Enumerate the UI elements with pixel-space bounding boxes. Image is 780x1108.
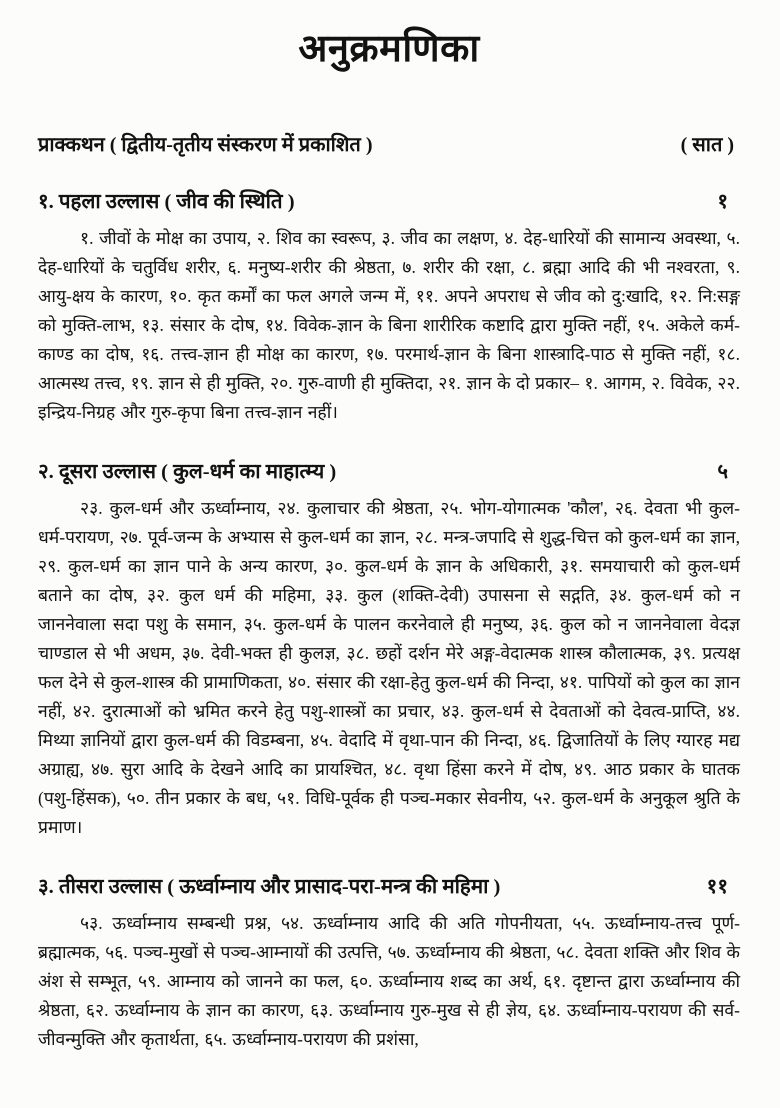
chapter-1-heading-row: [38, 187, 740, 215]
chapter-1-heading: १. पहला उल्लास ( जीव की स्थिति ): [38, 190, 295, 213]
chapter-2-topics: २३. कुल-धर्म और ऊर्ध्वाम्नाय, २४. कुलाचार की श्रेष्ठता, २५. भोग-योगात्मक 'कौल', २६. देवता भी कुल-धर्म-परायण, २७. पूर्व-जन्म के अभ्यास से कुल-धर्म का ज्ञान, २८. मन्त्र-जपादि से शुद्ध-चित्त को कुल-धर्म का ज्ञान, २९. कुल-धर्म का ज्ञान पाने के अन्य कारण, ३०. कुल-धर्म के ज्ञान के अधिकारी, ३१. समयाचारी को कुल-धर्म बताने का दोष, ३२. कुल धर्म की महिमा, ३३. कुल (शक्ति-देवी) उपासना से सद्गति, ३४. कुल-धर्म को न जाननेवाला सदा पशु के समान, ३५. कुल-धर्म के पालन करनेवाले ही मनुष्य, ३६. कुल को न जाननेवाला वेदज्ञ चाण्डाल से भी अधम, ३७. देवी-भक्त ही कुलज्ञ, ३८. छहों दर्शन मेरे अङ्ग-वेदात्मक शास्त्र कौलात्मक, ३९. प्रत्यक्ष फल देने से कुल-शास्त्र की प्रामाणिकता, ४०. संसार की रक्षा-हेतु कुल-धर्म की निन्दा, ४१. पापियों को कुल का ज्ञान नहीं, ४२. दुरात्माओं को भ्रमित करने हेतु पशु-शास्त्रों का प्रचार, ४३. कुल-धर्म से देवताओं को देवत्व-प्राप्ति, ४४. मिथ्या ज्ञानियों द्वारा कुल-धर्म की विडम्बना, ४५. वेदादि में वृथा-पान की निन्दा, ४६. द्विजातियों के लिए ग्यारह मद्य अग्राह्य, ४७. सुरा आदि के देखने आदि का प्रायश्चित, ४८. वृथा हिंसा करने में दोष, ४९. आठ प्रकार के घातक (पशु-हिंसक), ५०. तीन प्रकार के बध, ५१. विधि-पूर्वक ही पञ्च-मकार सेवनीय, ५२. कुल-धर्म के अनुकूल श्रुति के प्रमाण।: [38, 497, 740, 837]
chapter-2-heading-row: [38, 457, 740, 485]
preface-label: प्राक्कथन ( द्वितीय-तृतीय संस्करण में प्रकाशित ): [38, 133, 373, 156]
chapter-1-topics: १. जीवों के मोक्ष का उपाय, २. शिव का स्वरूप, ३. जीव का लक्षण, ४. देह-धारियों की सामान्य अवस्था, ५. देह-धारियों के चतुर्विध शरीर, ६. मनुष्य-शरीर की श्रेष्ठता, ७. शरीर की रक्षा, ८. ब्रह्मा आदि की भी नश्वरता, ९. आयु-क्षय के कारण, १०. कृत कर्मों का फल अगले जन्म में, ११. अपने अपराध से जीव को दु:खादि, १२. नि:सङ्ग को मुक्ति-लाभ, १३. संसार के दोष, १४. विवेक-ज्ञान के बिना शारीरिक कष्टादि द्वारा मुक्ति नहीं, १५. अकेले कर्म-काण्ड का दोष, १६. तत्त्व-ज्ञान ही मोक्ष का कारण, १७. परमार्थ-ज्ञान के बिना शास्त्रादि-पाठ से मुक्ति नहीं, १८. आत्मस्थ तत्त्व, १९. ज्ञान से ही मुक्ति, २०. गुरु-वाणी ही मुक्तिदा, २१. ज्ञान के दो प्रकार– १. आगम, २. विवेक, २२. इन्द्रिय-निग्रह और गुरु-कृपा बिना तत्त्व-ज्ञान नहीं।: [38, 227, 740, 422]
chapter-3-heading: ३. तीसरा उल्लास ( ऊर्ध्वाम्नाय और प्रासाद-परा-मन्त्र की महिमा ): [38, 875, 501, 898]
section-chapter-1: [38, 187, 740, 427]
chapter-2-heading: २. दूसरा उल्लास ( कुल-धर्म का माहात्म्य ): [38, 460, 337, 483]
chapter-3-heading-row: [38, 872, 740, 900]
section-chapter-2: [38, 457, 740, 842]
chapter-2-page-number: ५: [717, 460, 728, 483]
chapter-3-topics: ५३. ऊर्ध्वाम्नाय सम्बन्धी प्रश्न, ५४. ऊर्ध्वाम्नाय आदि की अति गोपनीयता, ५५. ऊर्ध्वाम्नाय-तत्त्व पूर्ण-ब्रह्मात्मक, ५६. पञ्च-मुखों से पञ्च-आम्नायों की उत्पत्ति, ५७. ऊर्ध्वाम्नाय की श्रेष्ठता, ५८. देवता शक्ति और शिव के अंश से सम्भूत, ५९. आम्नाय को जानने का फल, ६०. ऊर्ध्वाम्नाय शब्द का अर्थ, ६१. दृष्टान्त द्वारा ऊर्ध्वाम्नाय की श्रेष्ठता, ६२. ऊर्ध्वाम्नाय के ज्ञान का कारण, ६३. ऊर्ध्वाम्नाय गुरु-मुख से ही ज्ञेय, ६४. ऊर्ध्वाम्नाय-परायण की सर्व-जीवन्मुक्ति और कृतार्थता, ६५. ऊर्ध्वाम्नाय-परायण की प्रशंसा,: [38, 912, 740, 1049]
page-title: अनुक्रमणिका: [298, 28, 480, 70]
preface-row: [38, 130, 740, 157]
chapter-3-page-number: ११: [706, 875, 728, 898]
preface-page-number: ( सात ): [680, 133, 734, 156]
chapter-1-page-number: १: [717, 190, 728, 213]
section-chapter-3: [38, 872, 740, 1054]
